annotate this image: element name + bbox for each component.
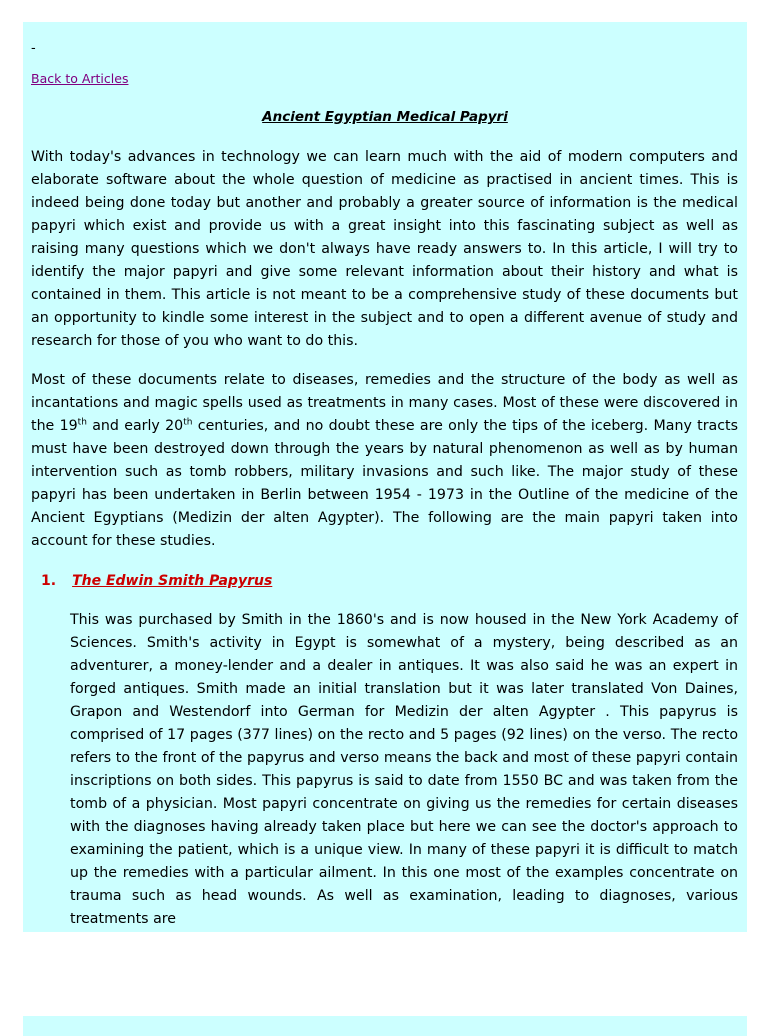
document-page-1 <box>23 22 747 932</box>
para2-text-c: centuries, and no doubt these are only the tips of the iceberg. Many tracts must have been destroyed down through the years by natural phenomenon as well as by human intervention such as tomb robbers, military invasions and such like. The major study of these papyri has been undertaken in Berlin between 1954 - 1973 in the Outline of the medicine of the Ancient Egyptians (Medizin der alten Agypter). The following are the main papyri taken into account for these studies. <box>31 418 739 549</box>
back-to-articles-link[interactable]: Back to Articles <box>31 71 129 86</box>
para2-text-a: Most of these documents relate to diseases, remedies and the structure of the body as well as incantations and magic spells used as treatments in many cases. Most of these were discovered in the 19 <box>31 372 738 434</box>
dash-marker: - <box>31 41 36 56</box>
superscript-th-1: th <box>77 417 87 428</box>
article-title: Ancient Egyptian Medical Papyri <box>262 109 508 125</box>
list-item-edwin-smith <box>41 573 272 589</box>
list-item-number: 1. <box>41 573 57 589</box>
intro-paragraph: With today's advances in technology we can learn much with the aid of modern computers and elaborate software about the whole question of medicine as practised in ancient times. This is indeed being done today but another and probably a greater source of information is the medical papyri which exist and provide us with a great insight into this fascinating subject as well as raising many questions which we don't always have ready answers to. In this article, I will try to identify the major papyri and give some relevant information about their history and what is contained in them. This article is not meant to be a comprehensive study of these documents but an opportunity to kindle some interest in the subject and to open a different avenue of study and research for those of you who want to do this. <box>31 149 738 349</box>
superscript-th-2: th <box>183 417 193 428</box>
edwin-smith-paragraph: This was purchased by Smith in the 1860's and is now housed in the New York Academy of Sciences. Smith's activity in Egypt is somewhat of a mystery, being described as an adventurer, a money-lender and a dealer in antiques. It was also said he was an expert in forged antiques. Smith made an initial translation but it was later translated Von Daines, Grapon and Westendorf into German for Medizin der alten Agypter . This papyrus is comprised of 17 pages (377 lines) on the recto and 5 pages (92 lines) on the verso. The recto refers to the front of the papyrus and verso means the back and most of these papyri contain inscriptions on both sides. This papyrus is said to date from 1550 BC and was taken from the tomb of a physician. Most papyri concentrate on giving us the remedies for certain diseases with the diagnoses having already taken place but here we can see the doctor's approach to examining the patient, which is a unique view. In many of these papyri it is difficult to match up the remedies with a particular ailment. In this one most of the examples concentrate on trauma such as head wounds. As well as examination, leading to diagnoses, various treatments are <box>70 612 738 927</box>
para2-text-b: and early 20 <box>86 418 184 434</box>
edwin-smith-papyrus-link[interactable]: The Edwin Smith Papyrus <box>72 573 273 589</box>
documents-paragraph <box>31 369 738 553</box>
document-page-2 <box>23 1016 747 1036</box>
